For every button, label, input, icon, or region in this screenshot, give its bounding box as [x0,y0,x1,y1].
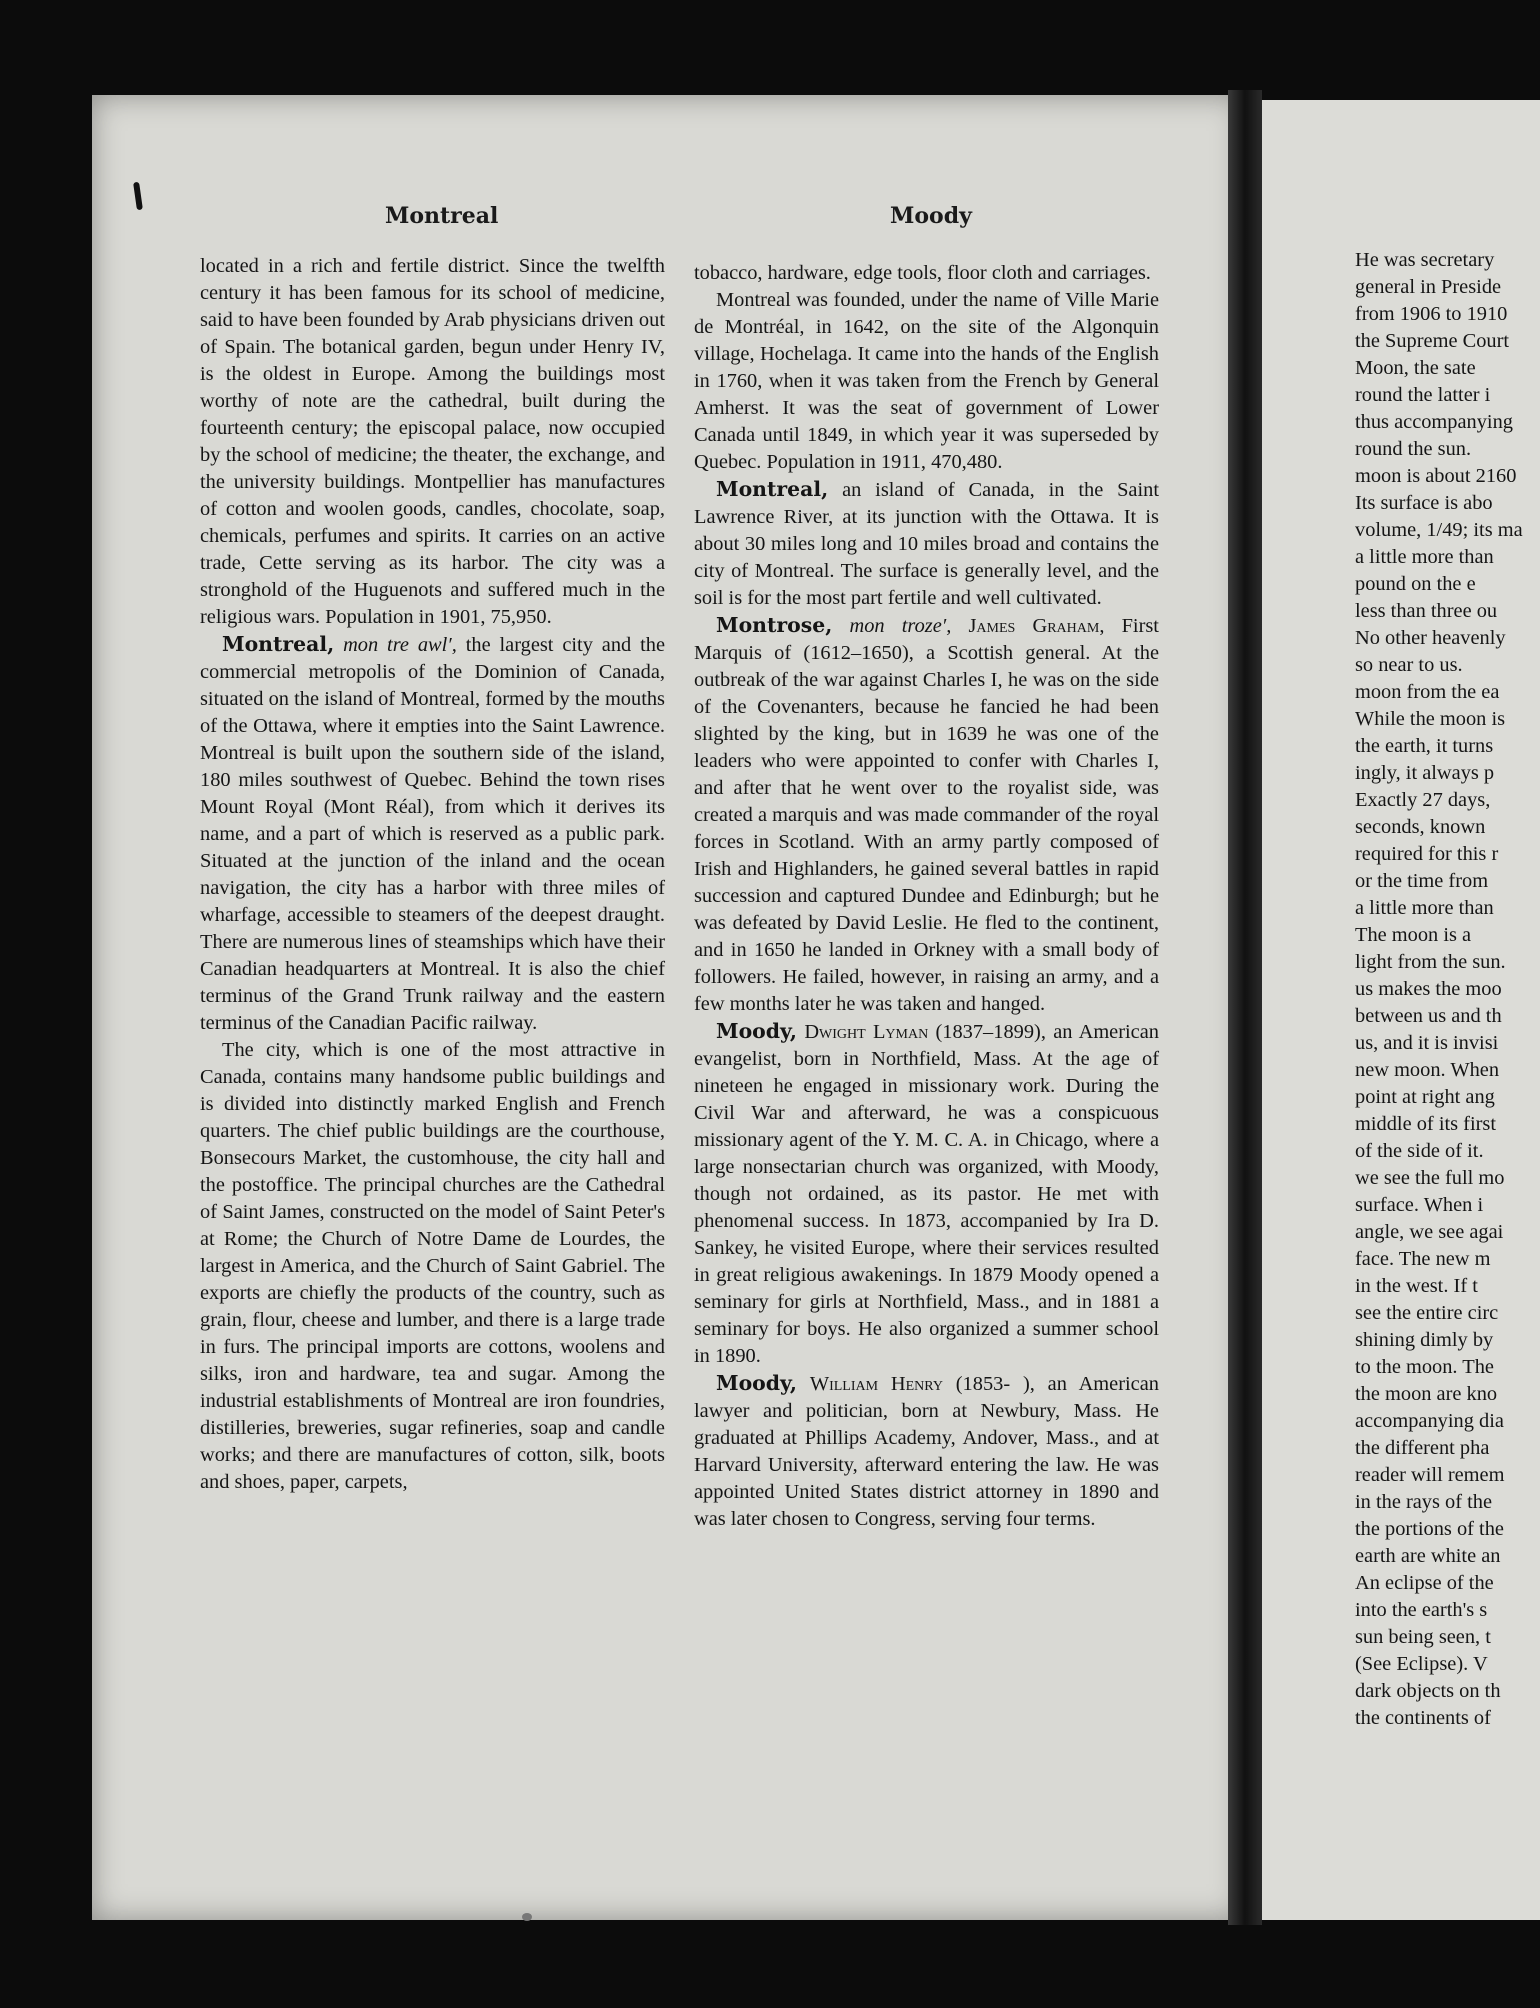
entry-moody-dwight [694,1018,1159,1370]
truncated-line: so near to us. [1355,654,1463,676]
running-head-left: Montreal [385,203,499,229]
truncated-line: No other heavenly [1355,627,1506,649]
truncated-line: reader will remem [1355,1464,1505,1486]
truncated-line: surface. When i [1355,1194,1484,1216]
truncated-line: see the entire circ [1355,1302,1499,1324]
truncated-line: less than three ou [1355,600,1498,622]
paragraph-montreal-city-2: The city, which is one of the most attractive in Canada, contains many handsome public buildings and is divided into distinctly marked English and French quarters. The chief public buildings are the courthouse, Bonsecours Market, the customhouse, the city hall and the postoffice. The principal churches are the Cathedral of Saint James, constructed on the model of Saint Peter's at Rome; the Church of Notre Dame de Lourdes, the largest in America, and the Church of Saint Gabriel. The exports are chiefly the products of the country, such as grain, flour, cheese and lumber, and there is a large trade in furs. The principal imports are cottons, woolens and silks, iron and hardware, tea and sugar. Among the industrial establishments of Montreal are iron foundries, distilleries, breweries, sugar refineries, soap and candle works; and there are manufactures of cotton, silk, boots and shoes, paper, carpets, [200,1039,665,1493]
truncated-line: Exactly 27 days, [1355,789,1491,811]
entry-moody-william [694,1370,1159,1533]
truncated-line: required for this r [1355,843,1499,865]
truncated-line: us makes the moo [1355,978,1502,1000]
entry-text: (1837–1899), an American evangelist, born in Northfield, Mass. At the age of nineteen he engaged in missionary work. During the Civil War and afterward, he was a conspicuous missionary agent of the Y. M. C. A. in Chicago, where a large nonsectarian church was organized, with Moody, though not ordained, as its pastor. He met with phenomenal success. In 1873, accompanied by Ira D. Sankey, he visited Europe, where their services resulted in great religious awakenings. In 1879 Moody opened a seminary for girls at Northfield, Mass., and in 1881 a seminary for boys. He also organized a summer school in 1890. [694,1021,1159,1367]
truncated-line: from 1906 to 1910 [1355,303,1508,325]
entry-text: an island of Canada, in the Saint Lawrence River, at its junction with the Ottawa. It is about 30 miles long and 10 miles broad and contains the city of Montreal. The surface is generally level, and the soil is for the most part fertile and well cultivated. [694,479,1160,609]
column-middle [694,260,1159,1533]
truncated-line: of the side of it. [1355,1140,1484,1162]
truncated-line: moon from the ea [1355,681,1500,703]
column-right-partial [1355,247,1540,1732]
truncated-line: Moon, the sate [1355,357,1476,379]
truncated-line: the moon are kno [1355,1383,1498,1405]
truncated-line: the portions of the [1355,1518,1504,1540]
truncated-line: middle of its first [1355,1113,1497,1135]
truncated-line: between us and th [1355,1005,1502,1027]
truncated-line: earth are white an [1355,1545,1501,1567]
entry-montrose [694,612,1159,1018]
truncated-line: a little more than [1355,546,1494,568]
paragraph-montreal-cont: tobacco, hardware, edge tools, floor cloth and carriages. [694,262,1151,284]
truncated-line: us, and it is invisi [1355,1032,1499,1054]
truncated-line: An eclipse of the [1355,1572,1494,1594]
person-name: William Henry [809,1373,943,1395]
truncated-line: or the time from [1355,870,1489,892]
entry-montreal-island [694,476,1159,612]
truncated-line: thus accompanying [1355,411,1513,433]
truncated-line: dark objects on th [1355,1680,1501,1702]
entry-text: (1853- ), an American lawyer and politician, born at Newbury, Mass. He graduated at Phillips Academy, Andover, Mass., and at Harvard University, afterward entering the law. He was appointed United States district attorney in 1890 and was later chosen to Congress, serving four terms. [694,1373,1159,1530]
truncated-line: (See Eclipse). V [1355,1653,1488,1675]
truncated-line: the earth, it turns [1355,735,1494,757]
truncated-line: seconds, known [1355,816,1486,838]
running-head-center: Moody [890,203,972,229]
truncated-line: round the sun. [1355,438,1472,460]
person-name: James Graham, [968,615,1105,637]
truncated-line: round the latter i [1355,384,1491,406]
truncated-line: While the moon is [1355,708,1506,730]
person-name: Dwight Lyman [804,1021,929,1043]
truncated-line: a little more than [1355,897,1494,919]
truncated-line: in the west. If t [1355,1275,1478,1297]
truncated-line: point at right ang [1355,1086,1495,1108]
truncated-line: to the moon. The [1355,1356,1494,1378]
truncated-line: volume, 1/49; its ma [1355,519,1523,541]
paragraph-montpellier-cont: located in a rich and fertile district. Since the twelfth century it has been famous for its school of medicine, said to have been founded by Arab physicians driven out of Spain. The botanical garden, begun under Henry IV, is the oldest in Europe. Among the buildings most worthy of note are the cathedral, built during the fourteenth century; the episcopal palace, now occupied by the school of medicine; the theater, the exchange, and the university buildings. Montpellier has manufactures of cotton and woolen goods, candles, chocolate, soap, chemicals, perfumes and spirits. It carries on an active trade, Cette serving as its harbor. The city was a stronghold of the Huguenots and suffered much in the religious wars. Population in 1901, 75,950. [200,255,665,628]
column-left [200,253,665,1496]
truncated-line: pound on the e [1355,573,1476,595]
truncated-line: new moon. When [1355,1059,1500,1081]
truncated-line: ingly, it always p [1355,762,1495,784]
headword: Montreal, [222,632,335,656]
truncated-line: moon is about 2160 [1355,465,1517,487]
truncated-line: general in Preside [1355,276,1502,298]
entry-text: First Marquis of (1612–1650), a Scottish general. At the outbreak of the war against Charles I, he was on the side of the Covenanters, because he fancied he had been slighted by the king, but in 1639 he was one of the leaders who were appointed to confer with Charles I, and after that he went over to the royalist side, was created a marquis and was made commander of the royal forces in Scotland. With an army partly composed of Irish and Highlanders, he gained several battles in rapid succession and captured Dundee and Edinburgh; but he was defeated by David Leslie. He fled to the continent, and in 1650 he landed in Orkney with a small body of followers. He failed, however, in raising an army, and a few months later he was taken and hanged. [694,615,1159,1015]
truncated-line: shining dimly by [1355,1329,1494,1351]
headword: Moody, [716,1371,798,1395]
truncated-line: accompanying dia [1355,1410,1504,1432]
truncated-line: the different pha [1355,1437,1490,1459]
truncated-line: sun being seen, t [1355,1626,1491,1648]
entry-text: the largest city and the commercial metropolis of the Dominion of Canada, situated on the island of Montreal, formed by the mouths of the Ottawa, where it empties into the Saint Lawrence. Montreal is built upon the southern side of the island, 180 miles southwest of Quebec. Behind the town rises Mount Royal (Mont Réal), from which it derives its name, and a part of which is reserved as a public park. Situated at the junction of the inland and the ocean navigation, the city has a harbor with three miles of wharfage, accessible to steamers of the deepest draught. There are numerous lines of steamships which have their Canadian headquarters at Montreal. It is also the chief terminus of the Grand Trunk railway and the eastern terminus of the Canadian Pacific railway. [200,634,665,1034]
truncated-line: light from the sun. [1355,951,1506,973]
truncated-line: in the rays of the [1355,1491,1493,1513]
truncated-line: He was secretary [1355,249,1495,271]
truncated-line: the continents of [1355,1707,1491,1729]
pronunciation: mon troze′, [849,615,952,637]
headword: Montrose, [716,613,833,637]
truncated-line: we see the full mo [1355,1167,1505,1189]
truncated-line: into the earth's s [1355,1599,1488,1621]
truncated-line: face. The new m [1355,1248,1491,1270]
ink-smudge [522,1913,532,1921]
truncated-line: angle, we see agai [1355,1221,1504,1243]
pronunciation: mon tre awl′, [343,634,457,656]
paragraph-montreal-history: Montreal was founded, under the name of Ville Marie de Montréal, in 1642, on the site of the Algonquin village, Hochelaga. It came into the hands of the English in 1760, when it was taken from the French by General Amherst. It was the seat of government of Lower Canada until 1849, in which year it was superseded by Quebec. Population in 1911, 470,480. [694,289,1159,473]
truncated-line: the Supreme Court [1355,330,1510,352]
truncated-line: Its surface is abo [1355,492,1493,514]
headword: Moody, [716,1019,798,1043]
entry-montreal-city [200,631,665,1037]
truncated-line: The moon is a [1355,924,1472,946]
book-gutter [1228,90,1262,1925]
headword: Montreal, [716,477,829,501]
